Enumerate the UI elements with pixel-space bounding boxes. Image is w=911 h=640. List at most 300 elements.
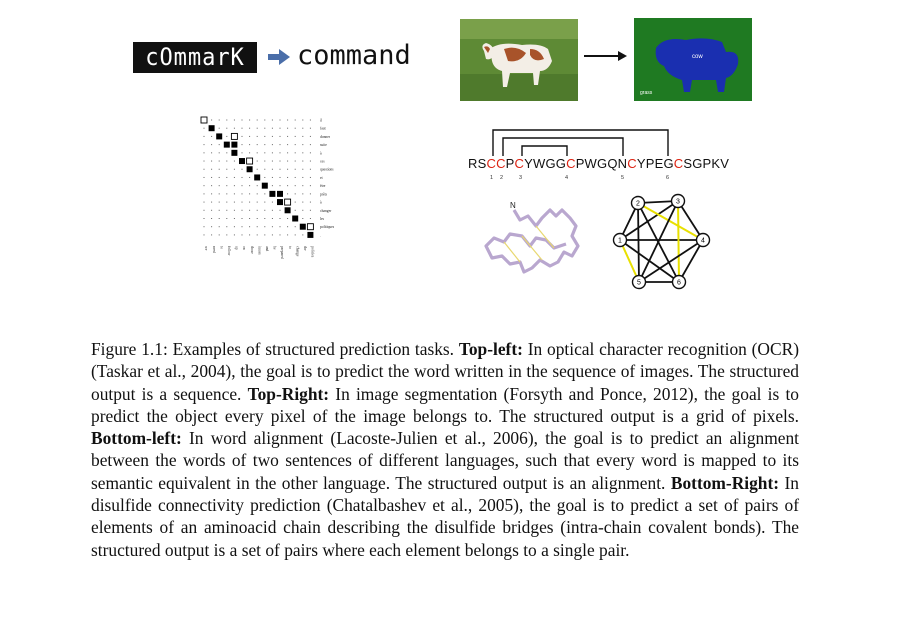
target-word: et (320, 175, 323, 180)
empty-alignment-cell (249, 152, 250, 153)
empty-alignment-cell (226, 161, 227, 162)
empty-alignment-cell (272, 185, 273, 186)
source-word: prepared (280, 246, 285, 259)
segmentation-mask (634, 18, 752, 101)
source-word: and (265, 246, 269, 252)
empty-alignment-cell (287, 136, 288, 137)
empty-alignment-cell (204, 161, 205, 162)
target-word: donner (320, 134, 330, 139)
empty-alignment-cell (257, 152, 258, 153)
empty-alignment-cell (272, 136, 273, 137)
target-word: à (320, 151, 322, 156)
empty-alignment-cell (280, 234, 281, 235)
target-word: suite (320, 143, 327, 148)
empty-alignment-cell (310, 218, 311, 219)
empty-alignment-cell (280, 144, 281, 145)
figure-caption: Figure 1.1: Examples of structured prediction tasks. Top-left: In optical character recognition (OCR) (Taskar et al., 2004), the goal is to predict the word written in the sequence of images. The structured output is a sequence. Top-Right: In image segmentation (Forsyth and Ponce, 2012), the goal is to predict the object every pixel of the image belongs to. The structured output is a grid of pixels. Bottom-left: In word alignment (Lacoste-Julien et al., 2006), the goal is to predict an alignment between the words of two sentences of different languages, such that every word is mapped to its semantic equivalent in the other language. The structured output is an alignment. Bottom-Right: In disulfide connectivity prediction (Chatalbashev et al., 2005), the goal is to predict a set of pairs of elements of an aminoacid chain describing the disulfide bridges (intra-chain covalent bonds). The structured output is a set of pairs where each element belongs to a single pair. (91, 339, 799, 560)
empty-alignment-cell (219, 193, 220, 194)
empty-alignment-cell (302, 144, 303, 145)
empty-alignment-cell (302, 234, 303, 235)
target-word: changer (320, 208, 332, 213)
empty-alignment-cell (219, 128, 220, 129)
ocr-glyphs: cOmmarK (145, 43, 245, 71)
empty-alignment-cell (242, 136, 243, 137)
empty-alignment-cell (234, 177, 235, 178)
empty-alignment-cell (226, 177, 227, 178)
empty-alignment-cell (302, 128, 303, 129)
empty-alignment-cell (226, 210, 227, 211)
empty-alignment-cell (287, 120, 288, 121)
true-alignment-cell (277, 199, 283, 205)
empty-alignment-cell (219, 218, 220, 219)
empty-alignment-cell (204, 136, 205, 137)
empty-alignment-cell (310, 144, 311, 145)
empty-alignment-cell (280, 120, 281, 121)
empty-alignment-cell (242, 152, 243, 153)
empty-alignment-cell (234, 226, 235, 227)
empty-alignment-cell (211, 210, 212, 211)
empty-alignment-cell (310, 136, 311, 137)
empty-alignment-cell (264, 169, 265, 170)
empty-alignment-cell (211, 161, 212, 162)
empty-alignment-cell (204, 193, 205, 194)
target-word: politiques (320, 225, 335, 230)
svg-text:2: 2 (636, 200, 640, 208)
empty-alignment-cell (234, 185, 235, 186)
empty-alignment-cell (204, 177, 205, 178)
true-alignment-cell (277, 191, 283, 197)
empty-alignment-cell (264, 152, 265, 153)
empty-alignment-cell (272, 177, 273, 178)
residue-run: RS (468, 156, 487, 171)
empty-alignment-cell (295, 185, 296, 186)
empty-alignment-cell (204, 210, 205, 211)
empty-alignment-cell (280, 226, 281, 227)
source-word: need (211, 246, 216, 253)
empty-alignment-cell (280, 136, 281, 137)
empty-alignment-cell (226, 152, 227, 153)
empty-alignment-cell (272, 144, 273, 145)
disulfide-connectivity-graph (603, 190, 713, 296)
empty-alignment-cell (242, 185, 243, 186)
empty-alignment-cell (272, 152, 273, 153)
empty-alignment-cell (295, 136, 296, 137)
true-alignment-cell (247, 166, 253, 172)
empty-alignment-cell (280, 161, 281, 162)
empty-alignment-cell (302, 193, 303, 194)
cysteine-node (672, 195, 685, 208)
empty-alignment-cell (310, 161, 311, 162)
empty-alignment-cell (226, 202, 227, 203)
empty-alignment-cell (295, 210, 296, 211)
source-word: those (249, 246, 254, 254)
residue-run: SGPKV (683, 156, 730, 171)
index-label: 4 (565, 175, 569, 181)
empty-alignment-cell (242, 218, 243, 219)
empty-alignment-cell (257, 202, 258, 203)
cysteine-residue: C (627, 156, 637, 171)
empty-alignment-cell (280, 218, 281, 219)
index-label: 1 (490, 175, 494, 181)
empty-alignment-cell (287, 226, 288, 227)
cysteine-node (632, 197, 645, 210)
word-alignment-matrix (196, 114, 376, 314)
empty-alignment-cell (272, 226, 273, 227)
empty-alignment-cell (211, 136, 212, 137)
predicted-alignment-cell (201, 117, 207, 123)
empty-alignment-cell (272, 161, 273, 162)
empty-alignment-cell (211, 202, 212, 203)
empty-alignment-cell (204, 185, 205, 186)
caption-heading-top-left: Top-left: (458, 339, 523, 359)
empty-alignment-cell (302, 161, 303, 162)
empty-alignment-cell (310, 152, 311, 153)
true-alignment-cell (224, 142, 230, 148)
empty-alignment-cell (249, 185, 250, 186)
empty-alignment-cell (242, 210, 243, 211)
residue-run: YPEG (636, 156, 674, 171)
empty-alignment-cell (310, 210, 311, 211)
empty-alignment-cell (234, 218, 235, 219)
svg-text:4: 4 (701, 237, 705, 245)
empty-alignment-cell (242, 202, 243, 203)
empty-alignment-cell (204, 144, 205, 145)
index-label: 6 (666, 175, 670, 181)
empty-alignment-cell (280, 128, 281, 129)
empty-alignment-cell (204, 152, 205, 153)
empty-alignment-cell (234, 193, 235, 194)
empty-alignment-cell (211, 234, 212, 235)
target-word: être (320, 184, 326, 189)
empty-alignment-cell (204, 234, 205, 235)
empty-alignment-cell (280, 169, 281, 170)
empty-alignment-cell (287, 128, 288, 129)
empty-alignment-cell (264, 161, 265, 162)
empty-alignment-cell (234, 161, 235, 162)
ocr-output-word: command (297, 40, 411, 71)
empty-alignment-cell (249, 177, 250, 178)
empty-alignment-cell (211, 193, 212, 194)
empty-alignment-cell (234, 210, 235, 211)
cysteine-residue: C (496, 156, 506, 171)
cysteine-indices (468, 172, 698, 182)
target-word: faut (320, 126, 326, 131)
empty-alignment-cell (204, 128, 205, 129)
empty-alignment-cell (295, 120, 296, 121)
segmentation-arrow-icon (582, 48, 628, 64)
empty-alignment-cell (310, 177, 311, 178)
empty-alignment-cell (242, 193, 243, 194)
target-word: il (320, 118, 322, 123)
true-alignment-cell (231, 142, 237, 148)
predicted-alignment-cell (307, 224, 313, 230)
target-word: . (320, 233, 321, 238)
empty-alignment-cell (280, 152, 281, 153)
empty-alignment-cell (234, 169, 235, 170)
empty-alignment-cell (257, 161, 258, 162)
empty-alignment-cell (211, 177, 212, 178)
empty-alignment-cell (287, 152, 288, 153)
empty-alignment-cell (280, 177, 281, 178)
source-word: up (234, 246, 239, 250)
empty-alignment-cell (242, 169, 243, 170)
empty-alignment-cell (257, 120, 258, 121)
residue-run: YWGG (524, 156, 567, 171)
empty-alignment-cell (211, 152, 212, 153)
empty-alignment-cell (272, 202, 273, 203)
empty-alignment-cell (226, 218, 227, 219)
empty-alignment-cell (302, 136, 303, 137)
svg-text:1: 1 (618, 237, 622, 245)
empty-alignment-cell (219, 144, 220, 145)
source-word: to (287, 246, 292, 249)
empty-alignment-cell (234, 202, 235, 203)
empty-alignment-cell (219, 120, 220, 121)
empty-alignment-cell (219, 226, 220, 227)
empty-alignment-cell (295, 234, 296, 235)
empty-alignment-cell (310, 193, 311, 194)
cysteine-residue: C (673, 156, 684, 171)
svg-text:5: 5 (637, 279, 641, 287)
empty-alignment-cell (204, 202, 205, 203)
empty-alignment-cell (302, 169, 303, 170)
empty-alignment-cell (287, 144, 288, 145)
true-alignment-cell (292, 215, 298, 221)
empty-alignment-cell (242, 120, 243, 121)
empty-alignment-cell (211, 218, 212, 219)
empty-alignment-cell (249, 210, 250, 211)
target-word: prêts (320, 192, 327, 197)
empty-alignment-cell (257, 210, 258, 211)
source-word: on (242, 246, 247, 250)
true-alignment-cell (307, 232, 313, 238)
empty-alignment-cell (219, 161, 220, 162)
cysteine-node (673, 276, 686, 289)
cow-region-label: cow (692, 54, 703, 60)
empty-alignment-cell (249, 136, 250, 137)
empty-alignment-cell (219, 185, 220, 186)
empty-alignment-cell (295, 152, 296, 153)
empty-alignment-cell (219, 210, 220, 211)
empty-alignment-cell (219, 169, 220, 170)
cow-photo (460, 19, 578, 101)
empty-alignment-cell (302, 120, 303, 121)
empty-alignment-cell (226, 128, 227, 129)
source-word: change (295, 246, 300, 257)
empty-alignment-cell (302, 202, 303, 203)
empty-alignment-cell (310, 128, 311, 129)
empty-alignment-cell (242, 177, 243, 178)
empty-alignment-cell (287, 234, 288, 235)
empty-alignment-cell (302, 152, 303, 153)
n-terminus-label: N (510, 201, 516, 210)
empty-alignment-cell (264, 136, 265, 137)
empty-alignment-cell (257, 185, 258, 186)
empty-alignment-cell (226, 185, 227, 186)
empty-alignment-cell (272, 128, 273, 129)
candidate-bond-edge (679, 237, 705, 282)
empty-alignment-cell (272, 218, 273, 219)
empty-alignment-cell (272, 234, 273, 235)
empty-alignment-cell (219, 202, 220, 203)
empty-alignment-cell (242, 128, 243, 129)
empty-alignment-cell (219, 234, 220, 235)
empty-alignment-cell (287, 169, 288, 170)
empty-alignment-cell (226, 169, 227, 170)
empty-alignment-cell (272, 120, 273, 121)
empty-alignment-cell (226, 234, 227, 235)
predicted-alignment-cell (285, 199, 291, 205)
predicted-alignment-cell (247, 158, 253, 164)
empty-alignment-cell (264, 128, 265, 129)
ocr-arrow-icon (266, 46, 292, 68)
empty-alignment-cell (264, 226, 265, 227)
cysteine-node (697, 234, 710, 247)
empty-alignment-cell (280, 210, 281, 211)
target-word: ces (320, 159, 325, 164)
cysteine-residue: C (486, 156, 497, 171)
empty-alignment-cell (249, 234, 250, 235)
cysteine-residue: C (514, 156, 525, 171)
grass-region-label: grass (640, 90, 653, 96)
empty-alignment-cell (257, 128, 258, 129)
empty-alignment-cell (310, 169, 311, 170)
residue-run: PWGQN (575, 156, 628, 171)
empty-alignment-cell (264, 144, 265, 145)
target-word: à (320, 200, 322, 205)
cysteine-node (633, 276, 646, 289)
empty-alignment-cell (226, 193, 227, 194)
empty-alignment-cell (264, 234, 265, 235)
empty-alignment-cell (211, 169, 212, 170)
cysteine-residue: C (566, 156, 576, 171)
empty-alignment-cell (295, 161, 296, 162)
true-alignment-cell (269, 191, 275, 197)
true-alignment-cell (262, 183, 268, 189)
true-alignment-cell (254, 174, 260, 180)
empty-alignment-cell (287, 177, 288, 178)
empty-alignment-cell (204, 226, 205, 227)
cysteine-node (614, 234, 627, 247)
true-alignment-cell (300, 224, 306, 230)
empty-alignment-cell (211, 144, 212, 145)
empty-alignment-cell (302, 185, 303, 186)
svg-text:3: 3 (676, 198, 680, 206)
empty-alignment-cell (295, 202, 296, 203)
empty-alignment-cell (287, 218, 288, 219)
residue-run: P (505, 156, 515, 171)
source-word: to (219, 246, 224, 249)
empty-alignment-cell (242, 144, 243, 145)
empty-alignment-cell (211, 226, 212, 227)
empty-alignment-cell (295, 144, 296, 145)
target-word: questions (320, 167, 334, 172)
empty-alignment-cell (249, 120, 250, 121)
empty-alignment-cell (295, 226, 296, 227)
empty-alignment-cell (302, 218, 303, 219)
empty-alignment-cell (226, 226, 227, 227)
caption-heading-top-right: Top-Right: (247, 383, 330, 404)
source-word: be (272, 246, 277, 250)
source-word: policies (310, 246, 315, 258)
empty-alignment-cell (204, 218, 205, 219)
target-word: les (320, 216, 324, 221)
empty-alignment-cell (211, 120, 212, 121)
source-word: issues (257, 246, 262, 255)
empty-alignment-cell (249, 193, 250, 194)
empty-alignment-cell (242, 234, 243, 235)
empty-alignment-cell (310, 202, 311, 203)
empty-alignment-cell (249, 128, 250, 129)
empty-alignment-cell (264, 210, 265, 211)
index-label: 5 (621, 175, 625, 181)
empty-alignment-cell (257, 226, 258, 227)
empty-alignment-cell (264, 193, 265, 194)
empty-alignment-cell (295, 169, 296, 170)
empty-alignment-cell (242, 226, 243, 227)
empty-alignment-cell (264, 202, 265, 203)
empty-alignment-cell (249, 226, 250, 227)
svg-text:6: 6 (677, 279, 681, 287)
ocr-image-strip (133, 42, 257, 73)
empty-alignment-cell (264, 120, 265, 121)
empty-alignment-cell (234, 128, 235, 129)
empty-alignment-cell (295, 128, 296, 129)
protein-chain-structure (480, 196, 590, 282)
predicted-bond-edge (676, 198, 680, 282)
empty-alignment-cell (310, 120, 311, 121)
empty-alignment-cell (226, 120, 227, 121)
empty-alignment-cell (257, 144, 258, 145)
caption-heading-bottom-left: Bottom-left: (91, 428, 182, 449)
empty-alignment-cell (257, 193, 258, 194)
index-label: 2 (500, 175, 504, 181)
source-word: the (303, 246, 307, 251)
empty-alignment-cell (257, 218, 258, 219)
empty-alignment-cell (219, 152, 220, 153)
empty-alignment-cell (302, 177, 303, 178)
empty-alignment-cell (234, 234, 235, 235)
caption-heading-bottom-right: Bottom-Right: (670, 472, 780, 493)
empty-alignment-cell (257, 136, 258, 137)
source-word: we (204, 246, 209, 251)
empty-alignment-cell (226, 136, 227, 137)
true-alignment-cell (216, 133, 222, 139)
empty-alignment-cell (219, 177, 220, 178)
index-label: 3 (519, 175, 523, 181)
source-word: follow (227, 246, 231, 256)
empty-alignment-cell (302, 210, 303, 211)
empty-alignment-cell (272, 169, 273, 170)
true-alignment-cell (285, 207, 291, 213)
true-alignment-cell (231, 150, 237, 156)
empty-alignment-cell (295, 193, 296, 194)
empty-alignment-cell (287, 161, 288, 162)
empty-alignment-cell (310, 185, 311, 186)
empty-alignment-cell (295, 177, 296, 178)
empty-alignment-cell (272, 210, 273, 211)
empty-alignment-cell (204, 169, 205, 170)
disulfide-bond-brackets (468, 126, 698, 160)
empty-alignment-cell (211, 185, 212, 186)
empty-alignment-cell (249, 218, 250, 219)
empty-alignment-cell (257, 234, 258, 235)
empty-alignment-cell (264, 218, 265, 219)
empty-alignment-cell (280, 185, 281, 186)
empty-alignment-cell (264, 177, 265, 178)
empty-alignment-cell (249, 202, 250, 203)
predicted-alignment-cell (231, 133, 237, 139)
